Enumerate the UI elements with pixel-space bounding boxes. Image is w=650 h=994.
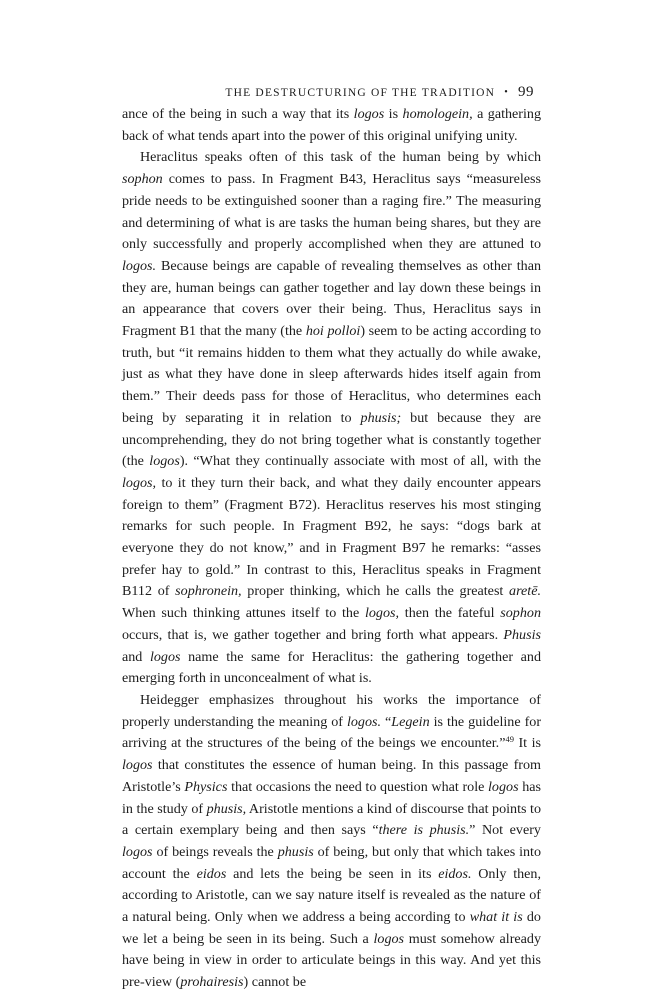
text-run: It is: [513, 735, 542, 752]
text-run: “: [381, 713, 392, 730]
italic-term: phusis;: [360, 409, 402, 426]
paragraph: [122, 147, 541, 690]
body-text: [122, 104, 541, 994]
paragraph: [122, 104, 541, 147]
italic-term: homologein,: [402, 106, 473, 122]
italic-term: Phusis: [503, 626, 541, 643]
text-run: occurs, that is, we gather together and bring forth what appears.: [122, 626, 504, 643]
italic-term: logos,: [364, 605, 400, 622]
italic-term: logos: [122, 757, 153, 774]
italic-term: what it is: [469, 909, 523, 926]
italic-term: Physics: [184, 778, 228, 795]
text-run: of beings reveals the: [152, 843, 278, 860]
italic-term: logos,: [122, 474, 157, 491]
text-run: that constitutes the essence of human being. In this passage from Aristotle’s: [122, 757, 541, 795]
italic-term: sophon: [122, 171, 163, 188]
italic-term: there is phusis.: [378, 822, 470, 839]
text-run: has in the study of: [122, 778, 541, 817]
italic-term: logos: [149, 648, 181, 665]
text-run: ) seem to be acting according to truth, but “it remains hidden to them what they actually do while awake, just as what they have done in sleep afterwards hides itself again from them.” Their deeds pass for those of Heraclitus, who determines each being by separating it in relation to: [122, 323, 541, 426]
text-run: is the guideline for arriving at the structures of the being of the beings we encounter.”: [122, 713, 542, 752]
italic-term: logos: [373, 930, 405, 947]
italic-term: aretē.: [509, 583, 542, 600]
running-head: [225, 84, 534, 101]
page-number: 99: [518, 84, 534, 100]
bullet-separator: •: [504, 87, 509, 98]
italic-term: logos.: [346, 713, 382, 730]
text-run: Only then, according to Aristotle, can we say nature itself is revealed as the nature of a natural being. Only when we address a being according to: [122, 865, 541, 926]
text-run: is: [384, 106, 403, 122]
text-run: do we let a being be seen in its being. Such a: [122, 909, 541, 947]
italic-term: eidos.: [438, 865, 472, 882]
text-run: ). “What they continually associate with most of all, with the: [179, 453, 541, 470]
italic-term: logos.: [122, 257, 157, 274]
text-run: and lets the being be seen in its: [226, 865, 439, 882]
italic-term: sophronein,: [175, 583, 242, 600]
text-run: When such thinking attunes itself to the: [122, 605, 365, 622]
italic-term: phusis,: [206, 800, 247, 817]
text-run: must somehow already have being in view in order to articulate beings in this way. And yet this pre-view (: [122, 930, 541, 991]
footnote-ref: 49: [505, 734, 514, 745]
text-run: to it they turn their back, and what they daily encounter appears foreign to them” (Fragment B72). Heraclitus reserves his most stinging remarks for such people. In Fragment B92, he says: “dogs bark at everyone they do not know,” and in Fragment B97 he remarks: “asses prefer hay to gold.” In contrast to this, Heraclitus speaks in Fragment B112 of: [122, 474, 541, 600]
text-run: ance of the being in such a way that its: [122, 106, 354, 122]
text-run: a gathering back of what tends apart into the power of this original unifying unity.: [122, 106, 542, 144]
italic-term: logos: [488, 778, 519, 795]
text-run: Aristotle mentions a kind of discourse that points to a certain exemplary being and then says “: [122, 800, 541, 839]
text-run: ) cannot be: [243, 974, 307, 991]
text-run: name the same for Heraclitus: the gathering together and emerging forth in unconcealment of what is.: [122, 648, 541, 687]
text-run: ” Not every: [469, 822, 541, 839]
text-run: Because beings are capable of revealing themselves as other than they are, human beings can gather together and lay down these beings in an appearance that covers over their being. Thus, Heraclitus says in Fragment B1 that the many (the: [122, 257, 541, 340]
italic-term: Legein: [391, 713, 430, 730]
italic-term: sophon: [500, 605, 541, 622]
text-run: and: [122, 648, 150, 665]
italic-term: phusis: [277, 843, 314, 860]
italic-term: logos: [353, 106, 385, 122]
italic-term: eidos: [196, 865, 227, 882]
italic-term: hoi polloi: [305, 323, 361, 340]
paragraph: [122, 690, 541, 994]
text-run: then the fateful: [399, 605, 501, 622]
italic-term: prohairesis: [180, 974, 244, 991]
running-title: THE DESTRUCTURING OF THE TRADITION: [225, 87, 496, 99]
italic-term: logos: [122, 843, 153, 860]
text-run: Heraclitus speaks often of this task of the human being by which: [140, 149, 541, 166]
text-run: comes to pass. In Fragment B43, Heraclitus says “measureless pride needs to be extinguished sooner than a raging fire.” The measuring and determining of what is are tasks the human being shares, but they are only successfully and properly accomplished when they are attuned to: [122, 171, 541, 253]
italic-term: logos: [149, 453, 180, 470]
text-run: Heidegger emphasizes throughout his works the importance of properly understanding the meaning of: [122, 691, 541, 730]
text-run: of being, but only that which takes into account the: [122, 843, 542, 882]
text-run: proper thinking, which he calls the greatest: [241, 583, 510, 600]
text-run: that occasions the need to question what role: [227, 778, 489, 795]
text-run: but because they are uncomprehending, they do not bring together what is constantly together (the: [122, 409, 541, 470]
